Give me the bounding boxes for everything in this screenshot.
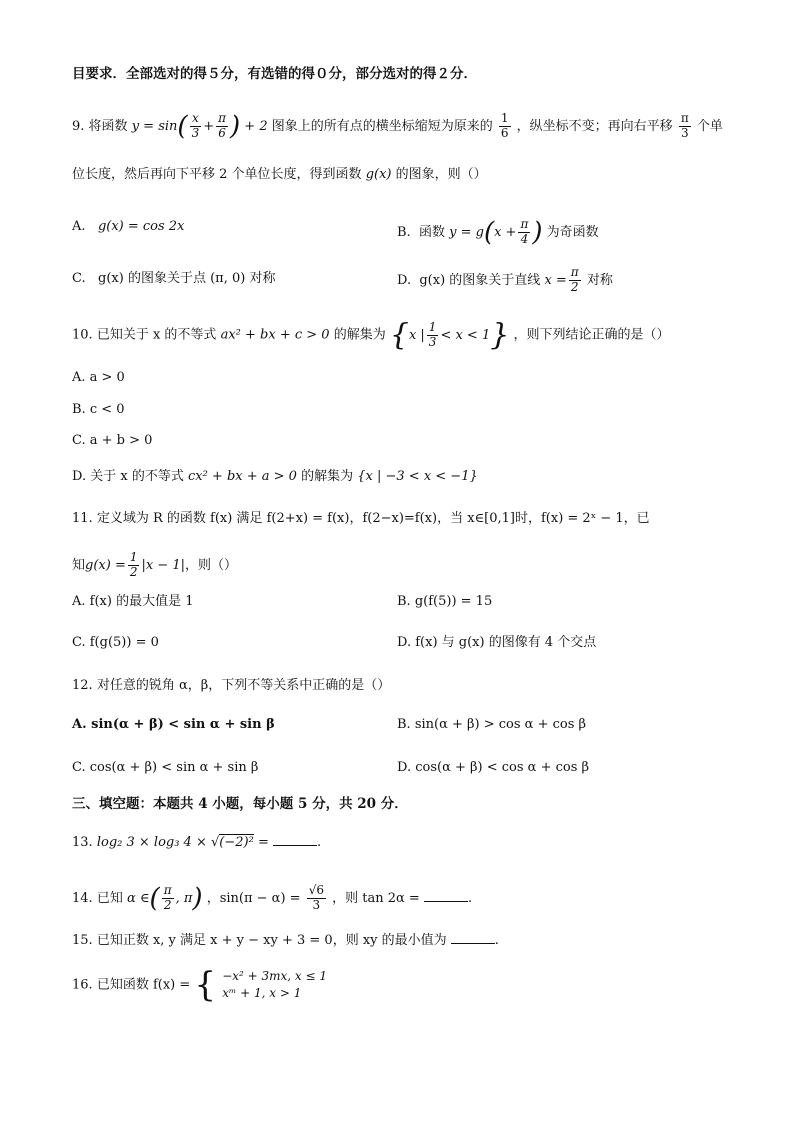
q11-option-d: D. f(x) 与 g(x) 的图像有 4 个交点 (397, 635, 597, 650)
question-9-line1 (72, 112, 723, 141)
question-10 (72, 317, 670, 352)
question-12 (72, 679, 390, 692)
q10-d-mid: 的解集为 (301, 469, 354, 484)
q14-period: . (467, 890, 473, 906)
q10-d-set: {x | −3 < x < −1} (357, 469, 478, 484)
q14-mid: ，sin(π − α) = (206, 890, 301, 906)
q11-option-a: A. f(x) 的最大值是 1 (72, 594, 194, 609)
q9-option-b (397, 218, 599, 247)
q10-d-inequality: cx² + bx + a > 0 (187, 469, 297, 484)
q10-d-pre: D. 关于 x 的不等式 (72, 469, 184, 484)
q15-period: . (494, 933, 499, 948)
q9-d-formula: x = $\frac{\pi}{2}$ (544, 265, 579, 294)
q14-number: 14. (72, 890, 93, 906)
q13-expression: log₂ 3 × log₃ 4 × (96, 835, 207, 850)
q16-case-1: −x² + 3mx, x ≤ 1 (222, 969, 328, 984)
q9-text-1: 将函数 (88, 118, 128, 134)
q9-d-label: D. (397, 272, 412, 288)
q11-number: 11. (72, 511, 93, 526)
q9-d-pre: g(x) 的图象关于直线 (419, 272, 541, 288)
q13-sqrt: √(−2)² (211, 835, 254, 850)
q12-option-c: C. cos(α + β) < sin α + sin β (72, 760, 259, 775)
q11-option-b: B. g(f(5)) = 15 (397, 594, 493, 609)
q10-inequality: ax² + bx + c > 0 (220, 327, 330, 343)
q9-d-post: 对称 (586, 272, 613, 288)
q11-g-definition: g(x) = $\frac{1}{2}$ |x − 1| (85, 550, 186, 579)
q9-line2-end: 的图象，则（） (395, 167, 487, 182)
q10-mid: 的解集为 (333, 327, 386, 343)
section-3-heading: 三、填空题：本题共 4 小题，每小题 5 分，共 20 分． (72, 796, 408, 812)
question-15 (72, 932, 499, 947)
q13-equals: = (257, 835, 269, 850)
q16-piecewise (222, 968, 327, 1002)
q10-pre: 已知关于 x 的不等式 (96, 327, 217, 343)
q9-gx: g(x) (365, 167, 392, 182)
q9-b-post: 为奇函数 (546, 224, 599, 240)
q9-option-a (72, 220, 184, 233)
q10-option-b: B. c < 0 (72, 402, 125, 417)
q15-number: 15. (72, 933, 93, 948)
q10-solution-set: {x | $\frac{1}{3}$ < x < 1} (389, 317, 510, 352)
q9-line2-text: 位长度，然后再向下平移 2 个单位长度，得到函数 (72, 167, 362, 182)
question-13 (72, 834, 321, 849)
q13-radicand: (−2)² (219, 835, 254, 850)
q9-b-formula: y = g(x + $\frac{\pi}{4}$ ) (449, 217, 543, 248)
q12-number: 12. (72, 678, 93, 693)
q15-text: 已知正数 x, y 满足 x + y − xy + 3 = 0，则 xy 的最小值为 (96, 933, 447, 948)
question-9-line2 (72, 168, 487, 181)
q11-option-c: C. f(g(5)) = 0 (72, 635, 159, 650)
q16-number: 16. (72, 977, 93, 993)
q16-brace: { (194, 965, 217, 1005)
q14-post: ，则 tan 2α = (332, 890, 420, 906)
q9-c-label: C. (72, 271, 86, 286)
q9-text-4: 个单 (696, 118, 723, 134)
q9-c-text: g(x) 的图象关于点 (π, 0) 对称 (98, 271, 276, 286)
q10-option-a: A. a > 0 (72, 370, 125, 385)
q14-fraction-sqrt6-3: $\frac{√6}{3}$ (308, 883, 324, 912)
q12-option-d: D. cos(α + β) < cos α + cos β (397, 760, 590, 775)
question-16 (72, 965, 328, 1005)
q9-func: y = sin( $\frac{x}{3}$ + $\frac{\pi}{6}$ ) + 2 (131, 111, 268, 142)
q12-stem: 对任意的锐角 α，β，下列不等关系中正确的是（） (96, 678, 391, 693)
q11-line1-text: 定义域为 R 的函数 f(x) 满足 f(2+x) = f(x)，f(2−x)=f(x)，当 x∈[0,1]时，f(x) = 2ˣ − 1，已 (96, 511, 650, 526)
q9-a-text: g(x) = cos 2x (97, 219, 185, 234)
q13-period: . (317, 835, 322, 850)
q10-option-c: C. a + b > 0 (72, 433, 153, 448)
q9-fraction-1-6: $\frac{1}{6}$ (500, 111, 509, 140)
q14-answer-blank[interactable] (424, 890, 468, 902)
q16-case-2: xᵐ + 1, x > 1 (222, 986, 302, 1000)
q10-number: 10. (72, 327, 93, 343)
q15-answer-blank[interactable] (451, 932, 495, 944)
q12-option-a: A. sin(α + β) < sin α + sin β (72, 717, 275, 732)
question-14 (72, 884, 472, 913)
q9-text-2: 图象上的所有点的横坐标缩短为原来的 (271, 118, 493, 134)
q13-number: 13. (72, 835, 93, 850)
q9-b-label: B. (397, 224, 411, 240)
q14-domain: α ∈( $\frac{\pi}{2}$ , π) (126, 883, 203, 914)
q9-number: 9. (72, 118, 85, 134)
q10-post: ，则下列结论正确的是（） (513, 327, 670, 343)
q9-text-3: ，纵坐标不变；再向右平移 (516, 118, 673, 134)
instruction-line: 目要求．全部选对的得５分，有选错的得０分，部分选对的得２分． (72, 66, 477, 82)
q13-answer-blank[interactable] (273, 834, 317, 846)
q9-a-label: A. (72, 219, 86, 234)
question-11-line2 (72, 551, 237, 580)
q9-option-c (72, 272, 275, 285)
q14-pre: 已知 (96, 890, 123, 906)
q12-option-b: B. sin(α + β) > cos α + cos β (397, 717, 587, 732)
q11-line2-post: ，则（） (185, 557, 238, 573)
q10-option-d (72, 470, 478, 483)
q9-fraction-pi-3: $\frac{\pi}{3}$ (680, 111, 689, 140)
q11-line2-pre: 知 (72, 557, 86, 573)
q9-option-d (397, 266, 613, 295)
q9-b-pre: 函数 (418, 224, 445, 240)
question-11-line1 (72, 512, 650, 525)
q16-pre: 已知函数 f(x) = (96, 977, 191, 993)
